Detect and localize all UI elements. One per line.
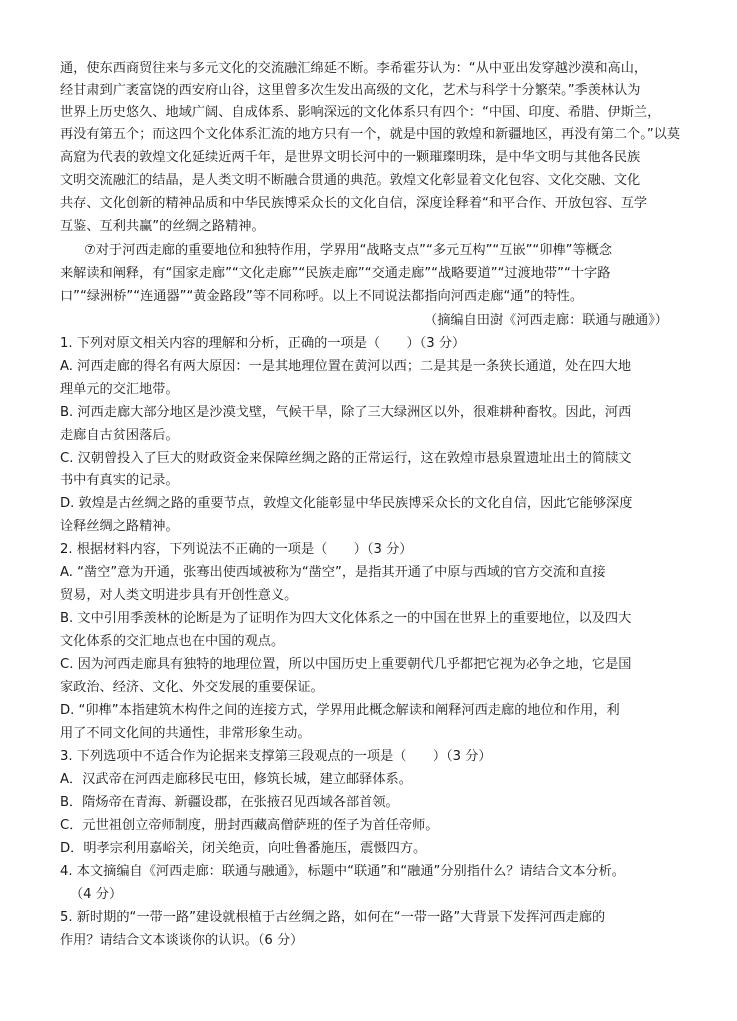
question-2-option: 文化体系的交汇地点也在中国的观点。: [60, 634, 285, 649]
paragraph-7-line: 口”“绿洲桥”“连通器”“黄金路段”等不同称呼。以上不同说法都指向河西走廊“通”的特性。: [60, 289, 584, 304]
passage-line: 经甘肃到广袤富饶的西安府山谷，这里曾多次生发出高级的文化，艺术与科学十分繁荣。”季羡林认为: [60, 83, 641, 98]
question-2-option: D. “卯榫”本指建筑木构件之间的连接方式，学界用此概念解读和阐释河西走廊的地位和作用，利: [60, 703, 620, 718]
question-2-stem: 2. 根据材料内容，下列说法不正确的一项是（ ）（3 分）: [60, 542, 413, 557]
question-1-option: C. 汉朝曾投入了巨大的财政资金来保障丝绸之路的正常运行，这在敦煌市悬泉置遗址出土的简牍文: [60, 451, 632, 466]
passage-line: 共存、文化创新的精神品质和中华民族博采众长的文化自信，深度诠释着“和平合作、开放包容、互学: [60, 196, 648, 211]
question-4-score: （4 分）: [70, 887, 123, 902]
question-2-option: 家政治、经济、文化、外交发展的重要保证。: [60, 680, 324, 695]
question-2-option: 用了不同文化间的共通性，非常形象生动。: [60, 726, 311, 741]
paragraph-7-line: ⑦对于河西走廊的重要地位和独特作用，学界用“战略支点”“多元互构”“互嵌”“卯榫”等概念: [84, 243, 613, 258]
passage-line: 高窟为代表的敦煌文化延续近两千年，是世界文明长河中的一颗璀璨明珠，是中华文明与其他各民族: [60, 150, 641, 165]
question-3-option: C．元世祖创立帝师制度，册封西藏高僧萨班的侄子为首任帝师。: [60, 818, 439, 833]
question-2-option: C. 因为河西走廊具有独特的地理位置，所以中国历史上重要朝代几乎都把它视为必争之地，它是国: [60, 657, 632, 672]
question-1-option: B. 河西走廊大部分地区是沙漠戈壁，气候干旱，除了三大绿洲区以外，很难耕种畜牧。因此，河西: [60, 405, 632, 420]
passage-line: 互鉴、互利共赢”的丝绸之路精神。: [60, 219, 265, 234]
paragraph-7-line: 来解读和阐释，有“国家走廊”“文化走廊”“民族走廊”“交通走廊”“战略要道”“过渡地带”“十字路: [60, 266, 611, 281]
passage-line: 通，使东西商贸往来与多元文化的交流融汇绵延不断。李希霍芬认为：“从中亚出发穿越沙漠和高山，: [60, 61, 648, 76]
question-5-stem: 5. 新时期的“一带一路”建设就根植于古丝绸之路，如何在“一带一路”大背景下发挥河西走廊的: [60, 910, 606, 925]
question-3-option: A．汉武帝在河西走廊移民屯田，修筑长城，建立邮驿体系。: [60, 772, 412, 787]
question-1-stem: 1. 下列对原文相关内容的理解和分析，正确的一项是（ ）（3 分）: [60, 336, 466, 351]
source-citation: （摘编自田澍《河西走廊：联通与融通》）: [424, 313, 668, 328]
question-1-option: A. 河西走廊的得名有两大原因：一是其地理位置在黄河以西；二是其是一条狭长通道，处在四大地: [60, 359, 632, 374]
question-1-option: 诠释丝绸之路精神。: [60, 519, 179, 534]
passage-line: 文明交流融汇的结晶，是人类文明不断融合贯通的典范。敦煌文化彰显着文化包容、文化交融、文化: [60, 173, 641, 188]
question-3-stem: 3. 下列选项中不适合作为论据来支撑第三段观点的一项是（ ）（3 分）: [60, 749, 492, 764]
question-2-option: B. 文中引用季羡林的论断是为了证明作为四大文化体系之一的中国在世界上的重要地位，以及四大: [60, 611, 632, 626]
question-1-option: 走廊自古贫困落后。: [60, 428, 179, 443]
question-3-option: B．隋炀帝在青海、新疆设郡，在张掖召见西域各部首领。: [60, 795, 399, 810]
question-2-option: 贸易，对人类文明进步具有开创性意义。: [60, 588, 298, 603]
passage-line: 世界上历史悠久、地域广阔、自成体系、影响深远的文化体系只有四个：“中国、印度、希腊、伊斯兰，: [60, 105, 661, 120]
question-1-option: 书中有真实的记录。: [60, 473, 179, 488]
question-1-option: 理单元的交汇地带。: [60, 382, 179, 397]
question-5-continuation: 作用？请结合文本谈谈你的认识。（6 分）: [60, 933, 304, 948]
passage-line: 再没有第五个；而这四个文化体系汇流的地方只有一个，就是中国的敦煌和新疆地区，再没有第二个。”以莫: [60, 127, 680, 142]
question-4-stem: 4. 本文摘编自《河西走廊：联通与融通》，标题中“联通”和“融通”分别指什么？请结合文本分析。: [60, 864, 625, 879]
question-3-option: D．明孝宗利用嘉峪关，闭关绝贡，向吐鲁番施压，震慑四方。: [60, 841, 427, 856]
question-2-option: A. “凿空”意为开通，张骞出使西域被称为“凿空”，是指其开通了中原与西域的官方交流和直接: [60, 565, 606, 580]
question-1-option: D. 敦煌是古丝绸之路的重要节点，敦煌文化能彰显中华民族博采众长的文化自信，因此它能够深度: [60, 496, 633, 511]
